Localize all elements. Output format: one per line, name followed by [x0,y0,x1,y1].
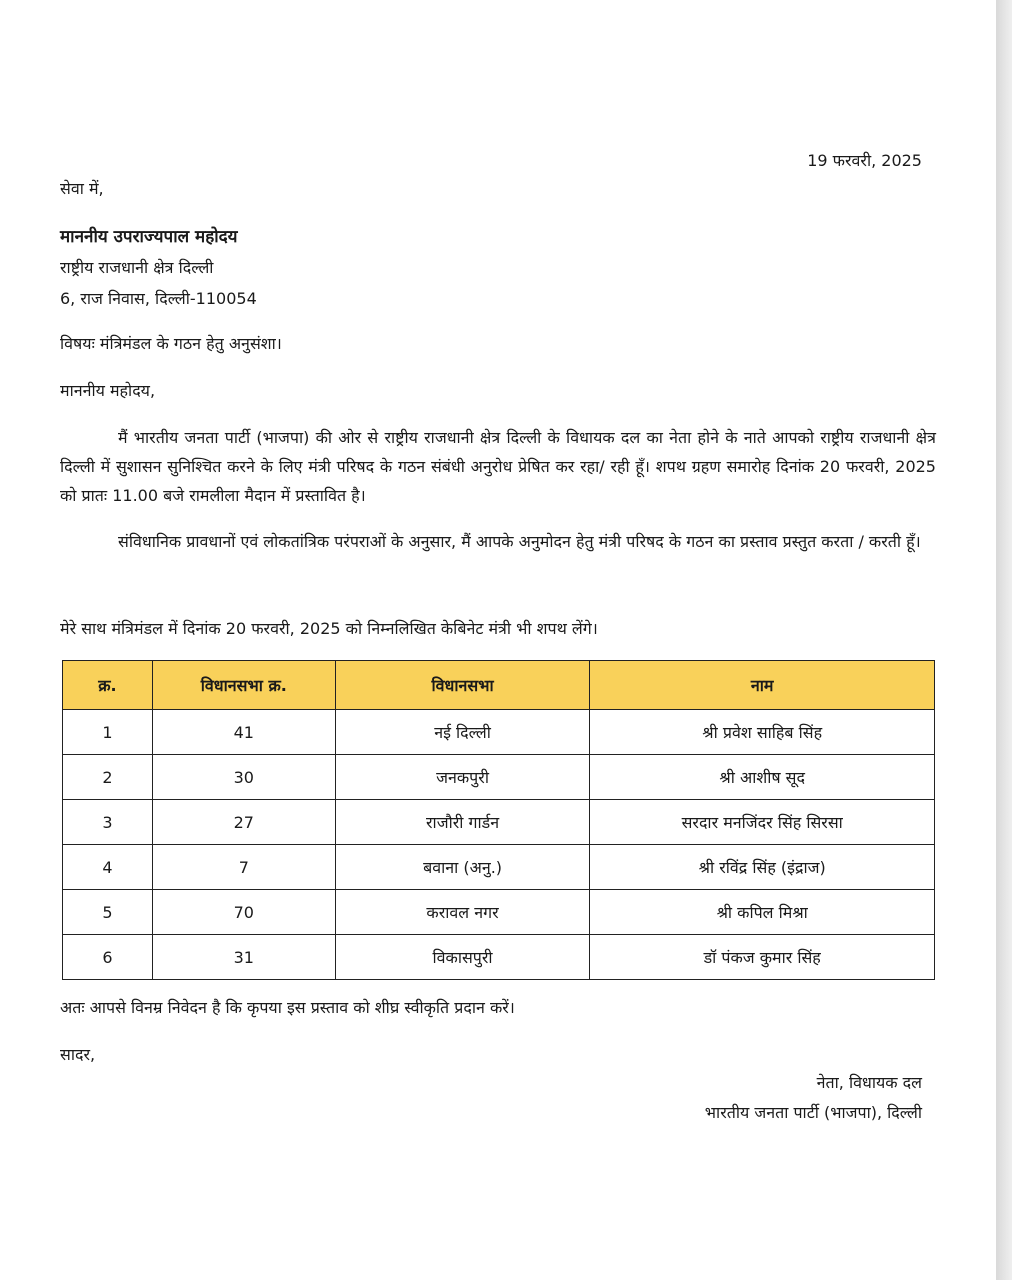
closing-request: अतः आपसे विनम्र निवेदन है कि कृपया इस प्रस्ताव को शीघ्र स्वीकृति प्रदान करें। [60,998,515,1017]
cell-serial: 6 [63,935,153,980]
recipient-line3: 6, राज निवास, दिल्ली-110054 [60,289,257,308]
recipient-line2: राष्ट्रीय राजधानी क्षेत्र दिल्ली [60,258,214,277]
cell-name: श्री रविंद्र सिंह (इंद्राज) [590,845,935,890]
scroll-edge [996,0,1012,1280]
header-serial: क्र. [63,661,153,710]
paragraph-2-text: संविधानिक प्रावधानों एवं लोकतांत्रिक परंपराओं के अनुसार, मैं आपके अनुमोदन हेतु मंत्री परिषद के गठन का प्रस्ताव प्रस्तुत करता / करती हूँ। [118,532,921,551]
cell-serial: 5 [63,890,153,935]
paragraph-1-text: मैं भारतीय जनता पार्टी (भाजपा) की ओर से राष्ट्रीय राजधानी क्षेत्र दिल्ली के विधायक दल का नेता होने के नाते आपको राष्ट्रीय राजधानी क्षेत्र दिल्ली में सुशासन सुनिश्चित करने के लिए मंत्री परिषद के गठन संबंधी अनुरोध प्रेषित कर रहा/ रही हूँ। शपथ ग्रहण समारोह दिनांक 20 फरवरी, 2025 को प्रातः 11.00 बजे रामलीला मैदान में प्रस्तावित है। [60,428,936,505]
letter-date: 19 फरवरी, 2025 [807,151,922,170]
cell-serial: 3 [63,800,153,845]
cell-constituency-no: 31 [152,935,335,980]
paragraph-1 [60,423,936,510]
paragraph-3: मेरे साथ मंत्रिमंडल में दिनांक 20 फरवरी, 2025 को निम्नलिखित केबिनेट मंत्री भी शपथ लेंगे। [60,619,598,638]
cell-serial: 1 [63,710,153,755]
cell-name: श्री कपिल मिश्रा [590,890,935,935]
table-row [63,710,935,755]
subject-line: विषयः मंत्रिमंडल के गठन हेतु अनुसंशा। [60,334,282,353]
sign-off: सादर, [60,1045,96,1064]
cell-name: श्री प्रवेश साहिब सिंह [590,710,935,755]
cell-constituency: करावल नगर [335,890,590,935]
cell-serial: 4 [63,845,153,890]
cell-serial: 2 [63,755,153,800]
cell-constituency: राजौरी गार्डन [335,800,590,845]
cell-constituency-no: 70 [152,890,335,935]
header-constituency-no: विधानसभा क्र. [152,661,335,710]
table-row [63,755,935,800]
cell-name: सरदार मनजिंदर सिंह सिरसा [590,800,935,845]
cell-name: श्री आशीष सूद [590,755,935,800]
salutation-to: सेवा में, [60,179,104,198]
recipient-title: माननीय उपराज्यपाल महोदय [60,227,238,247]
header-name: नाम [590,661,935,710]
table-header-row [63,661,935,710]
cell-constituency-no: 27 [152,800,335,845]
cell-constituency-no: 7 [152,845,335,890]
cell-constituency: बवाना (अनु.) [335,845,590,890]
cabinet-table [62,660,935,980]
table-row [63,935,935,980]
signature-line-2: भारतीय जनता पार्टी (भाजपा), दिल्ली [704,1103,922,1122]
paragraph-2 [60,527,936,556]
cell-constituency: विकासपुरी [335,935,590,980]
cell-name: डॉ पंकज कुमार सिंह [590,935,935,980]
cell-constituency-no: 41 [152,710,335,755]
table-row [63,845,935,890]
cell-constituency: जनकपुरी [335,755,590,800]
signature-line-1: नेता, विधायक दल [816,1073,922,1092]
cell-constituency: नई दिल्ली [335,710,590,755]
greeting: माननीय महोदय, [60,381,156,400]
table-row [63,800,935,845]
header-constituency: विधानसभा [335,661,590,710]
cell-constituency-no: 30 [152,755,335,800]
table-row [63,890,935,935]
